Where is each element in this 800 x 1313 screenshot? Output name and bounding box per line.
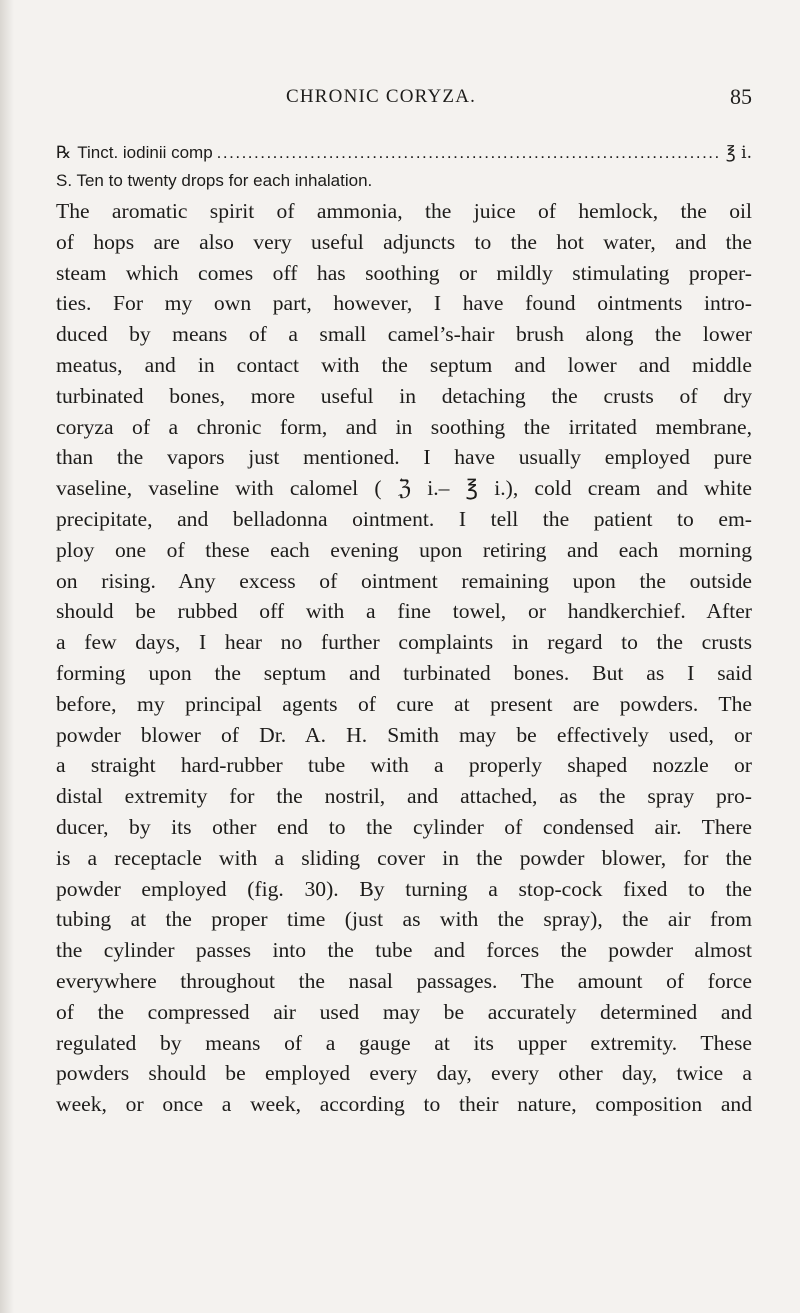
body-line: powder blower of Dr. A. H. Smith may be effectively used, or bbox=[56, 722, 752, 747]
body-line: tubing at the proper time (just as with the spray), the air from bbox=[56, 907, 752, 932]
body-line: ties. For my own part, however, I have found ointments intro- bbox=[56, 291, 752, 316]
body-line: on rising. Any excess of ointment remaining upon the outside bbox=[56, 568, 752, 593]
body-line: turbinated bones, more useful in detaching the crusts of dry bbox=[56, 383, 752, 408]
page-gutter-shadow bbox=[0, 0, 14, 1313]
prescription-block bbox=[56, 139, 752, 194]
body-line: of the compressed air used may be accurately determined and bbox=[56, 999, 752, 1024]
body-line: forming upon the septum and turbinated bones. But as I said bbox=[56, 660, 752, 685]
prescription-line bbox=[56, 139, 752, 167]
body-line: before, my principal agents of cure at present are powders. The bbox=[56, 691, 752, 716]
body-line: week, or once a week, according to their nature, composition and bbox=[56, 1092, 752, 1117]
body-line: steam which comes off has soothing or mildly stimulating proper- bbox=[56, 260, 752, 285]
body-line: meatus, and in contact with the septum and lower and middle bbox=[56, 352, 752, 377]
body-line: should be rubbed off with a fine towel, or handkerchief. After bbox=[56, 599, 752, 624]
body-line: everywhere throughout the nasal passages. The amount of force bbox=[56, 968, 752, 993]
body-line: vaseline, vaseline with calomel ( ℨ i.– ℥ i.), cold cream and white bbox=[56, 476, 752, 501]
body-line: powder employed (fig. 30). By turning a stop-cock fixed to the bbox=[56, 876, 752, 901]
body-line: of hops are also very useful adjuncts to the hot water, and the bbox=[56, 229, 752, 254]
body-line: is a receptacle with a sliding cover in the powder blower, for the bbox=[56, 845, 752, 870]
page-number: 85 bbox=[730, 84, 752, 109]
page-header bbox=[166, 86, 752, 116]
body-line: coryza of a chronic form, and in soothing the irritated membrane, bbox=[56, 414, 752, 439]
body-line: a few days, I hear no further complaints in regard to the crusts bbox=[56, 630, 752, 655]
body-line: duced by means of a small camel’s-hair brush along the lower bbox=[56, 322, 752, 347]
body-line: a straight hard-rubber tube with a properly shaped nozzle or bbox=[56, 753, 752, 778]
body-line: than the vapors just mentioned. I have usually employed pure bbox=[56, 445, 752, 470]
body-line: distal extremity for the nostril, and attached, as the spray pro- bbox=[56, 784, 752, 809]
dot-leader bbox=[217, 139, 722, 166]
body-line: ducer, by its other end to the cylinder of condensed air. There bbox=[56, 814, 752, 839]
body-line: precipitate, and belladonna ointment. I tell the patient to em- bbox=[56, 506, 752, 531]
body-line: ploy one of these each evening upon retiring and each morning bbox=[56, 537, 752, 562]
body-line: regulated by means of a gauge at its upper extremity. These bbox=[56, 1030, 752, 1055]
prescription-ingredient: Tinct. iodinii comp bbox=[77, 143, 213, 162]
body-line: powders should be employed every day, every other day, twice a bbox=[56, 1061, 752, 1086]
prescription-signa: S. Ten to twenty drops for each inhalation. bbox=[56, 171, 373, 190]
prescription-dose: ℥ i. bbox=[725, 143, 752, 163]
running-head: CHRONIC CORYZA. bbox=[286, 86, 477, 107]
body-line: the cylinder passes into the tube and forces the powder almost bbox=[56, 938, 752, 963]
recipe-symbol: ℞ bbox=[56, 143, 72, 163]
body-paragraph bbox=[56, 196, 752, 1120]
body-line: The aromatic spirit of ammonia, the juice of hemlock, the oil bbox=[56, 199, 752, 223]
